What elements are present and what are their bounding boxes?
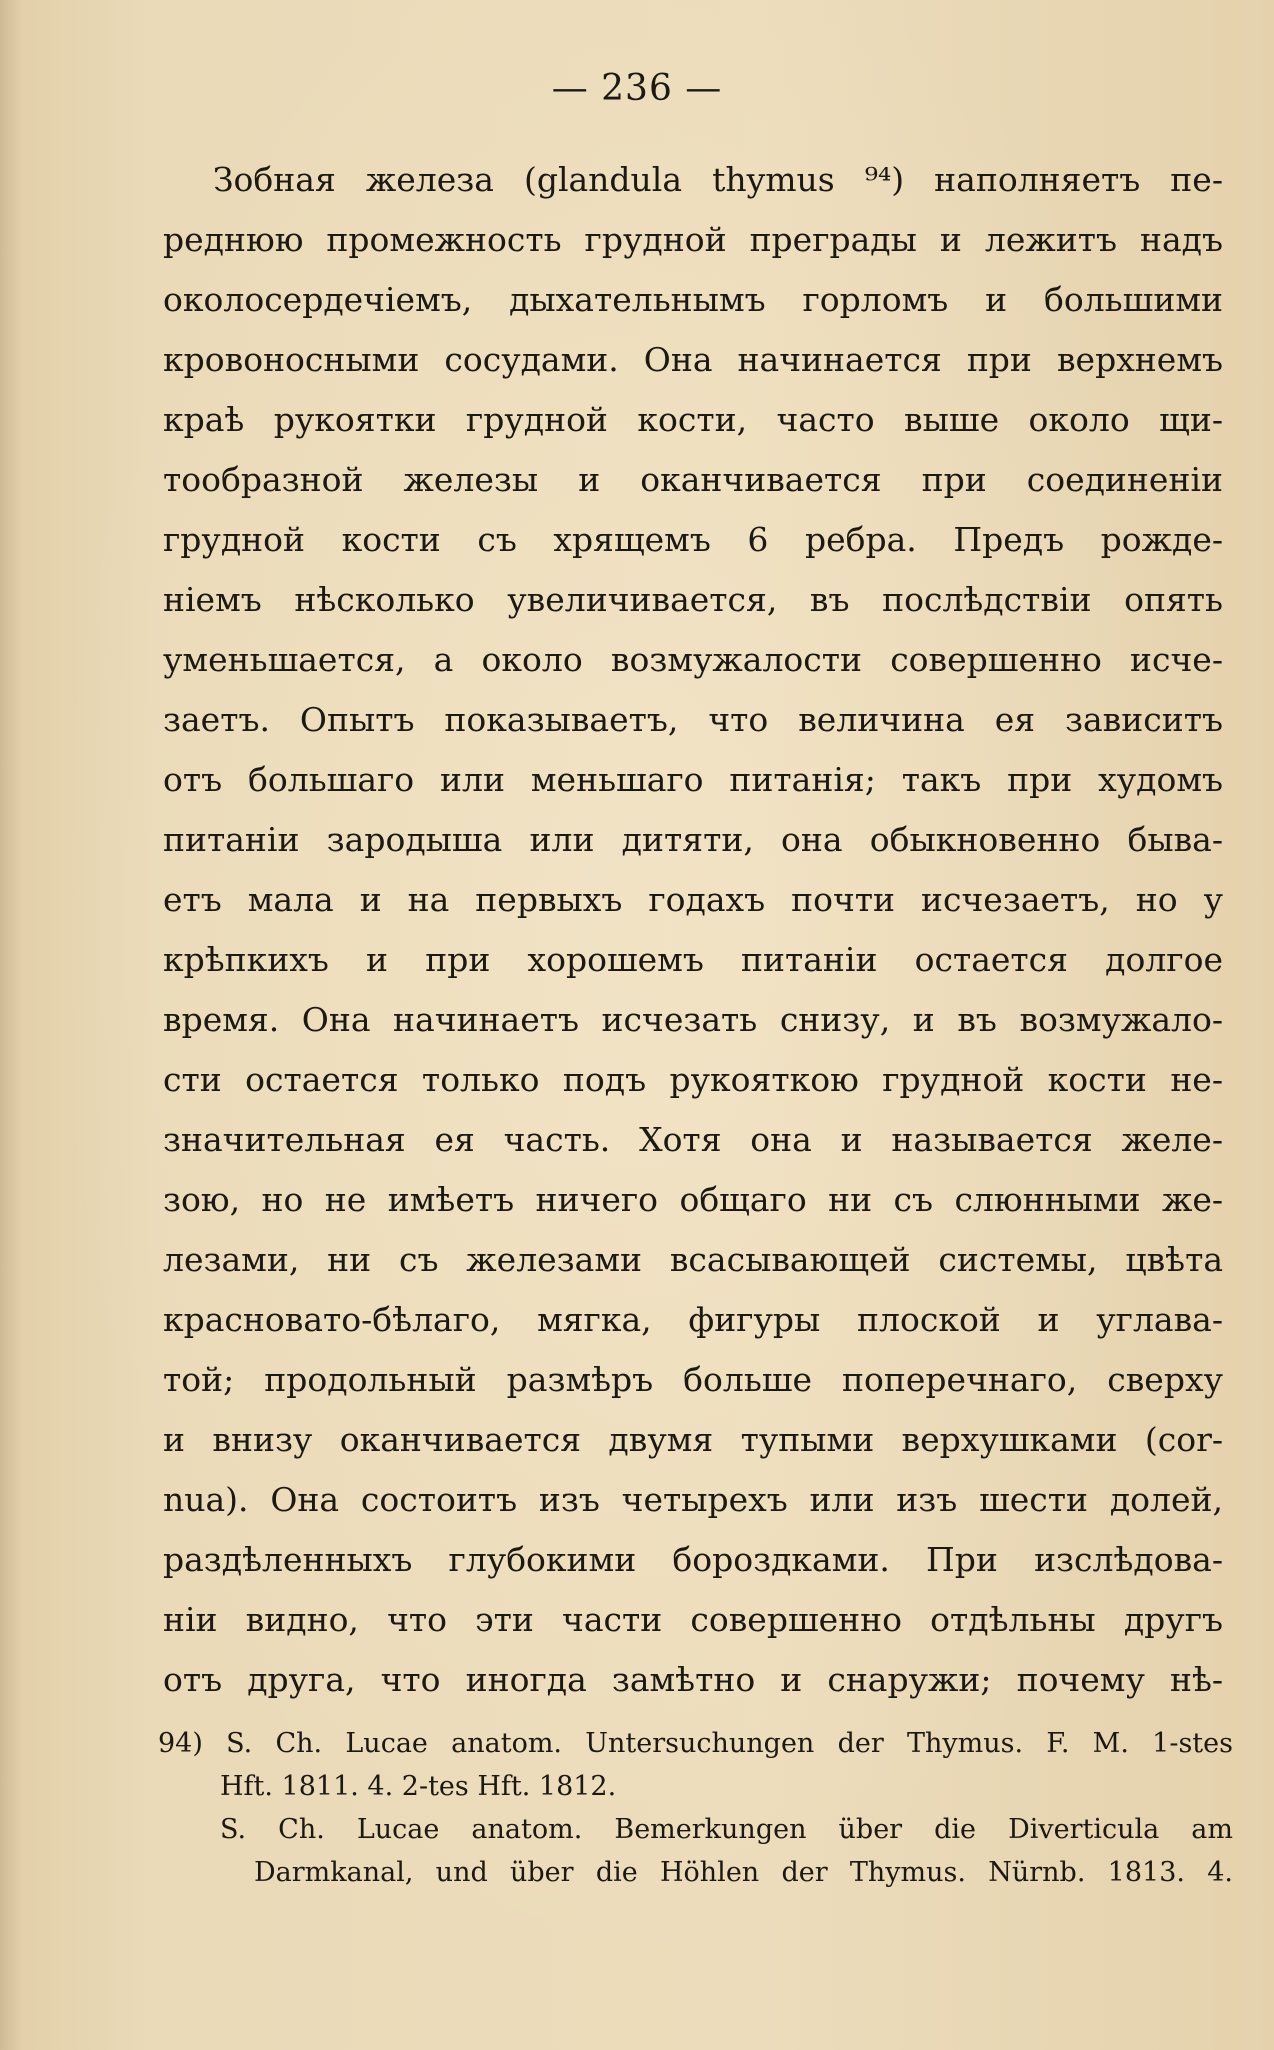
- text-line: отъ друга, что иногда замѣтно и снаружи; почему нѣ-: [163, 1660, 1223, 1699]
- text-line: тообразной железы и оканчивается при соединеніи: [163, 460, 1223, 499]
- footnotes: [158, 1722, 1233, 1894]
- text-line: время. Она начинаетъ исчезать снизу, и въ возмужало-: [163, 1000, 1223, 1039]
- text-line: уменьшается, а около возмужалости совершенно исче-: [163, 640, 1223, 679]
- body-text: [163, 150, 1223, 1710]
- footnote-line: Darmkanal, und über die Höhlen der Thymus. Nürnb. 1813. 4.: [254, 1857, 1233, 1888]
- text-line: красновато-бѣлаго, мягка, фигуры плоской и углава-: [163, 1300, 1223, 1339]
- text-line: ніи видно, что эти части совершенно отдѣльны другъ: [163, 1600, 1223, 1639]
- footnote-line: Hft. 1811. 4. 2-tes Hft. 1812.: [220, 1771, 617, 1802]
- text-line: той; продольный размѣръ больше поперечнаго, сверху: [163, 1360, 1223, 1399]
- text-line: реднюю промежность грудной преграды и лежитъ надъ: [163, 220, 1223, 259]
- text-line: сти остается только подъ рукояткою грудной кости не-: [163, 1060, 1223, 1099]
- text-line: питаніи зародыша или дитяти, она обыкновенно быва-: [163, 820, 1223, 859]
- text-line: и внизу оканчивается двумя тупыми верхушками (cor-: [163, 1420, 1223, 1459]
- footnote-line: 94) S. Ch. Lucae anatom. Untersuchungen der Thymus. F. M. 1-stes: [158, 1728, 1233, 1759]
- text-line: лезами, ни съ железами всасывающей системы, цвѣта: [163, 1240, 1223, 1279]
- page-edge-shadow: [0, 0, 22, 2050]
- text-line: грудной кости съ хрящемъ 6 ребра. Предъ рожде-: [163, 520, 1223, 559]
- text-line: ніемъ нѣсколько увеличивается, въ послѣдствіи опять: [163, 580, 1223, 619]
- text-line: кровоносными сосудами. Она начинается при верхнемъ: [163, 340, 1223, 379]
- page-number: — 236 —: [551, 68, 723, 109]
- text-line: зою, но не имѣетъ ничего общаго ни съ слюнными же-: [163, 1180, 1223, 1219]
- text-line: околосердечіемъ, дыхательнымъ горломъ и большими: [163, 280, 1223, 319]
- text-line: Зобная железа (glandula thymus ⁹⁴) наполняетъ пе-: [213, 160, 1223, 199]
- text-line: заетъ. Опытъ показываетъ, что величина ея зависитъ: [163, 700, 1223, 739]
- text-line: краѣ рукоятки грудной кости, часто выше около щи-: [163, 400, 1223, 439]
- text-line: раздѣленныхъ глубокими бороздками. При изслѣдова-: [163, 1540, 1223, 1579]
- text-line: nua). Она состоитъ изъ четырехъ или изъ шести долей,: [163, 1480, 1223, 1519]
- footnote-line: S. Ch. Lucae anatom. Bemerkungen über die Diverticula am: [220, 1814, 1233, 1845]
- text-line: значительная ея часть. Хотя она и называется желе-: [163, 1120, 1223, 1159]
- text-line: отъ большаго или меньшаго питанія; такъ при худомъ: [163, 760, 1223, 799]
- text-line: крѣпкихъ и при хорошемъ питаніи остается долгое: [163, 940, 1223, 979]
- text-line: етъ мала и на первыхъ годахъ почти исчезаетъ, но у: [163, 880, 1223, 919]
